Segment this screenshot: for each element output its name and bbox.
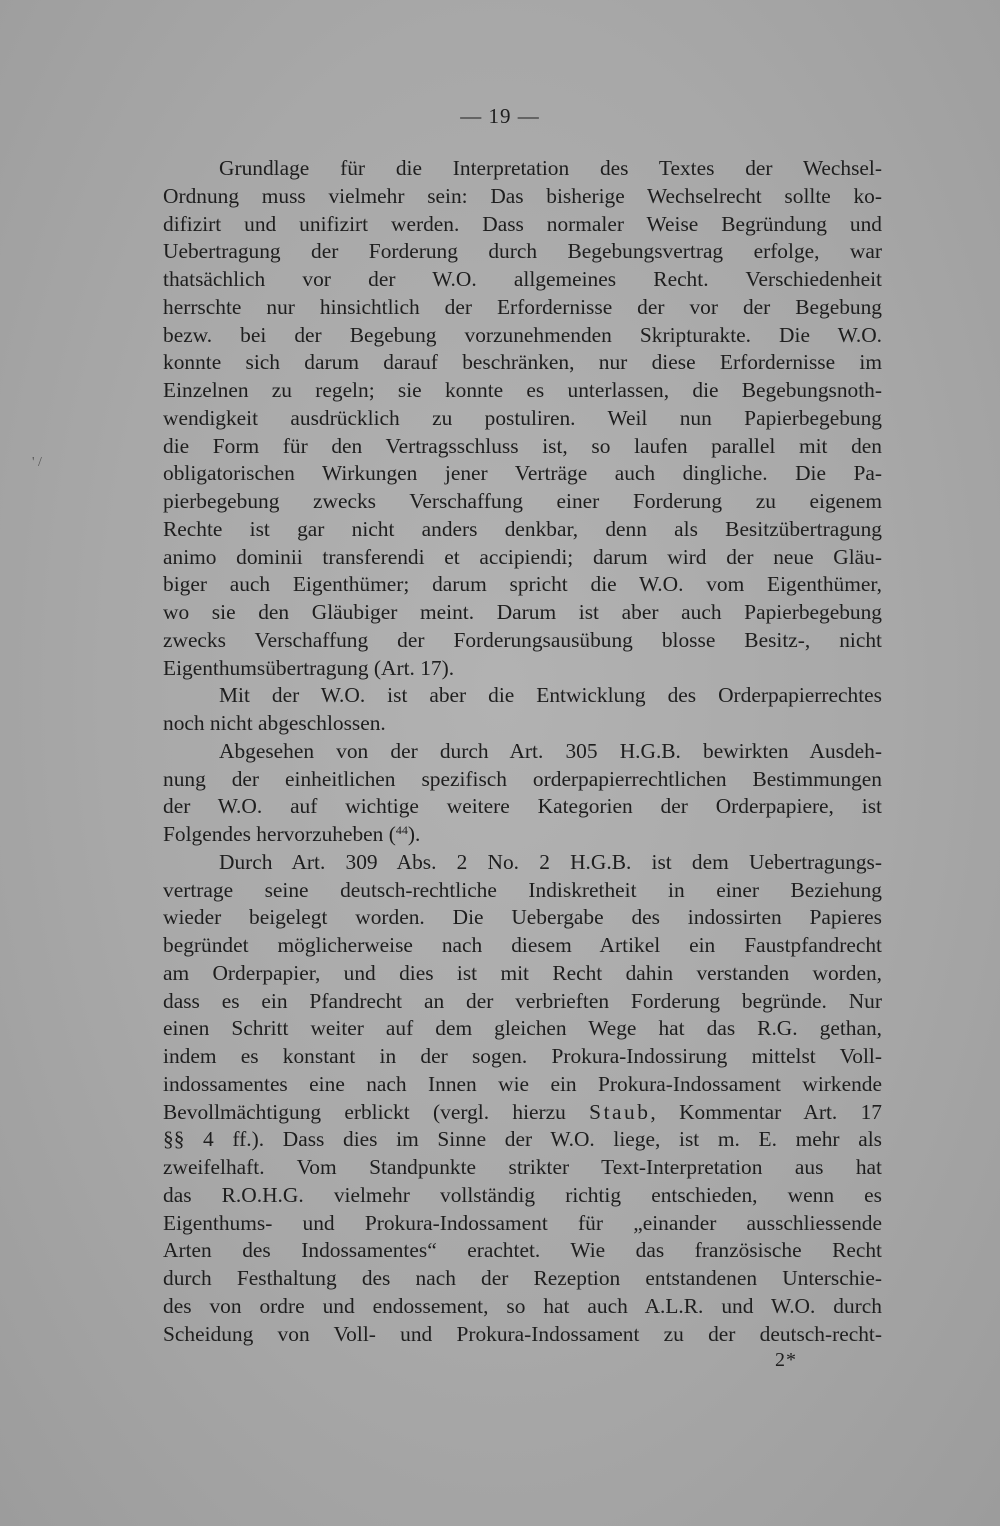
text-line-content: Einzelnen zu regeln; sie konnte es unterlassen, die Begebungsnoth- xyxy=(163,378,882,402)
text-line xyxy=(163,183,882,211)
margin-pencil-mark: ' / xyxy=(32,455,42,470)
text-line xyxy=(163,988,882,1016)
text-line xyxy=(163,294,882,322)
text-line xyxy=(163,1154,882,1182)
text-line xyxy=(163,1071,882,1099)
text-line-content: Bevollmächtigung erblickt (vergl. hierzu xyxy=(163,1099,590,1124)
text-line xyxy=(163,1321,882,1349)
text-line-content: Eigenthumsübertragung (Art. 17). xyxy=(163,655,455,680)
text-line-content: Scheidung von Voll- und Prokura-Indossament zu der deutsch-recht- xyxy=(163,1321,882,1346)
text-line xyxy=(163,766,882,794)
text-line xyxy=(163,682,882,710)
text-line xyxy=(163,211,882,239)
text-line-content: wo sie den Gläubiger meint. Darum ist aber auch Papierbegebung xyxy=(163,600,882,624)
text-line xyxy=(163,460,882,488)
text-line-content: herrschte nur hinsichtlich der Erfordernisse der vor der Begebung xyxy=(163,294,882,319)
text-line-content: durch Festhaltung des nach der Rezeption entstandenen Unterschie- xyxy=(163,1266,882,1290)
spaced-author-name: Staub xyxy=(589,1099,651,1124)
text-line xyxy=(163,821,882,849)
text-line-content: Eigenthums- und Prokura-Indossament für „einander ausschliessende xyxy=(163,1210,882,1235)
text-line xyxy=(163,488,882,516)
text-line-content: die Form für den Vertragsschluss ist, so laufen parallel mit den xyxy=(163,433,882,458)
text-line-content: bezw. bei der Begebung vorzunehmenden Skripturakte. Die W.O. xyxy=(163,322,882,347)
text-line-content: einen Schritt weiter auf dem gleichen Wege hat das R.G. gethan, xyxy=(163,1016,882,1041)
text-line-content: thatsächlich vor der W.O. allgemeines Recht. Verschiedenheit xyxy=(163,267,882,291)
text-line-content: Mit der W.O. ist aber die Entwicklung des Orderpapierrechtes xyxy=(219,683,882,708)
text-line-content: Uebertragung der Forderung durch Begebungsvertrag erfolge, war xyxy=(163,239,882,264)
page-number: — 19 — xyxy=(460,104,540,128)
text-line-content: dass es ein Pfandrecht an der verbrieften Forderung begründe. Nur xyxy=(163,988,882,1013)
text-line xyxy=(163,655,882,683)
text-line xyxy=(163,1015,882,1043)
text-line xyxy=(163,516,882,544)
text-line-content: animo dominii transferendi et accipiendi; darum wird der neue Gläu- xyxy=(163,544,882,569)
text-line-content: der W.O. auf wichtige weitere Kategorien der Orderpapiere, ist xyxy=(163,794,882,819)
text-line xyxy=(163,793,882,821)
text-line xyxy=(163,322,882,350)
text-line xyxy=(163,1265,882,1293)
text-line xyxy=(163,1293,882,1321)
text-line-content: Folgendes hervorzuheben ( xyxy=(163,822,396,846)
text-line-content: des von ordre und endossement, so hat auch A.L.R. und W.O. durch xyxy=(163,1293,882,1318)
text-line-content: obligatorischen Wirkungen jener Verträge auch dingliche. Die Pa- xyxy=(163,461,882,486)
text-line-continuation: ). xyxy=(407,822,421,846)
text-line xyxy=(163,960,882,988)
text-line-content: begründet möglicherweise nach diesem Artikel ein Faustpfandrecht xyxy=(163,933,882,957)
text-line-content: Grundlage für die Interpretation des Textes der Wechsel- xyxy=(219,156,882,180)
text-line-content: noch nicht abgeschlossen. xyxy=(163,711,386,735)
text-line xyxy=(163,738,882,766)
text-line-content: konnte sich darum darauf beschränken, nur diese Erfordernisse im xyxy=(163,350,882,375)
text-line xyxy=(163,544,882,572)
text-line-content: zwecks Verschaffung der Forderungsausübung blosse Besitz-, nicht xyxy=(163,627,882,652)
text-line-content: Abgesehen von der durch Art. 305 H.G.B. bewirkten Ausdeh- xyxy=(219,738,882,763)
text-line xyxy=(163,1126,882,1154)
text-line xyxy=(163,877,882,905)
text-line xyxy=(163,266,882,294)
text-line-content: nung der einheitlichen spezifisch orderpapierrechtlichen Bestimmungen xyxy=(163,766,882,791)
text-line xyxy=(163,155,882,183)
text-line xyxy=(163,849,882,877)
text-line xyxy=(163,1182,882,1210)
text-line xyxy=(163,710,882,738)
text-line xyxy=(163,627,882,655)
text-line-content: biger auch Eigenthümer; darum spricht die W.O. vom Eigenthümer, xyxy=(163,572,882,597)
text-line-content: vertrage seine deutsch-rechtliche Indiskretheit in einer Beziehung xyxy=(163,877,882,902)
text-line-content: difizirt und unifizirt werden. Dass normaler Weise Begründung und xyxy=(163,211,882,236)
text-line-content: zweifelhaft. Vom Standpunkte strikter Text-Interpretation aus hat xyxy=(163,1155,882,1179)
body-text xyxy=(163,155,882,1348)
text-line xyxy=(163,238,882,266)
text-line xyxy=(163,599,882,627)
text-line xyxy=(163,1210,882,1238)
text-line-content: Rechte ist gar nicht anders denkbar, denn als Besitzübertragung xyxy=(163,516,882,541)
text-line xyxy=(163,932,882,960)
text-line xyxy=(163,571,882,599)
signature-mark: 2* xyxy=(775,1349,797,1371)
text-line xyxy=(163,1237,882,1265)
text-line-content: indem es konstant in der sogen. Prokura-Indossirung mittelst Voll- xyxy=(163,1044,882,1068)
text-line xyxy=(163,904,882,932)
text-line xyxy=(163,433,882,461)
text-line-content: indossamentes eine nach Innen wie ein Prokura-Indossament wirkende xyxy=(163,1071,882,1096)
text-line-content: §§ 4 ff.). Dass dies im Sinne der W.O. liege, ist m. E. mehr als xyxy=(163,1127,882,1152)
text-line xyxy=(163,377,882,405)
text-line-content: das R.O.H.G. vielmehr vollständig richtig entschieden, wenn es xyxy=(163,1182,882,1207)
text-line xyxy=(163,1043,882,1071)
text-line xyxy=(163,349,882,377)
text-line xyxy=(163,405,882,433)
text-line-content: wendigkeit ausdrücklich zu postuliren. Weil nun Papierbegebung xyxy=(163,405,882,430)
text-line-content: Arten des Indossamentes“ erachtet. Wie das französische Recht xyxy=(163,1238,882,1263)
text-line xyxy=(163,1099,882,1127)
footnote-reference: 44 xyxy=(395,823,408,837)
text-line-continuation: , Kommentar Art. 17 xyxy=(650,1099,882,1124)
text-line-content: Durch Art. 309 Abs. 2 No. 2 H.G.B. ist dem Uebertragungs- xyxy=(219,849,882,874)
text-line-content: pierbegebung zwecks Verschaffung einer Forderung zu eigenem xyxy=(163,489,882,513)
text-line-content: Ordnung muss vielmehr sein: Das bisherige Wechselrecht sollte ko- xyxy=(163,183,882,208)
text-line-content: wieder beigelegt worden. Die Uebergabe des indossirten Papieres xyxy=(163,905,882,930)
text-line-content: am Orderpapier, und dies ist mit Recht dahin verstanden worden, xyxy=(163,960,882,985)
